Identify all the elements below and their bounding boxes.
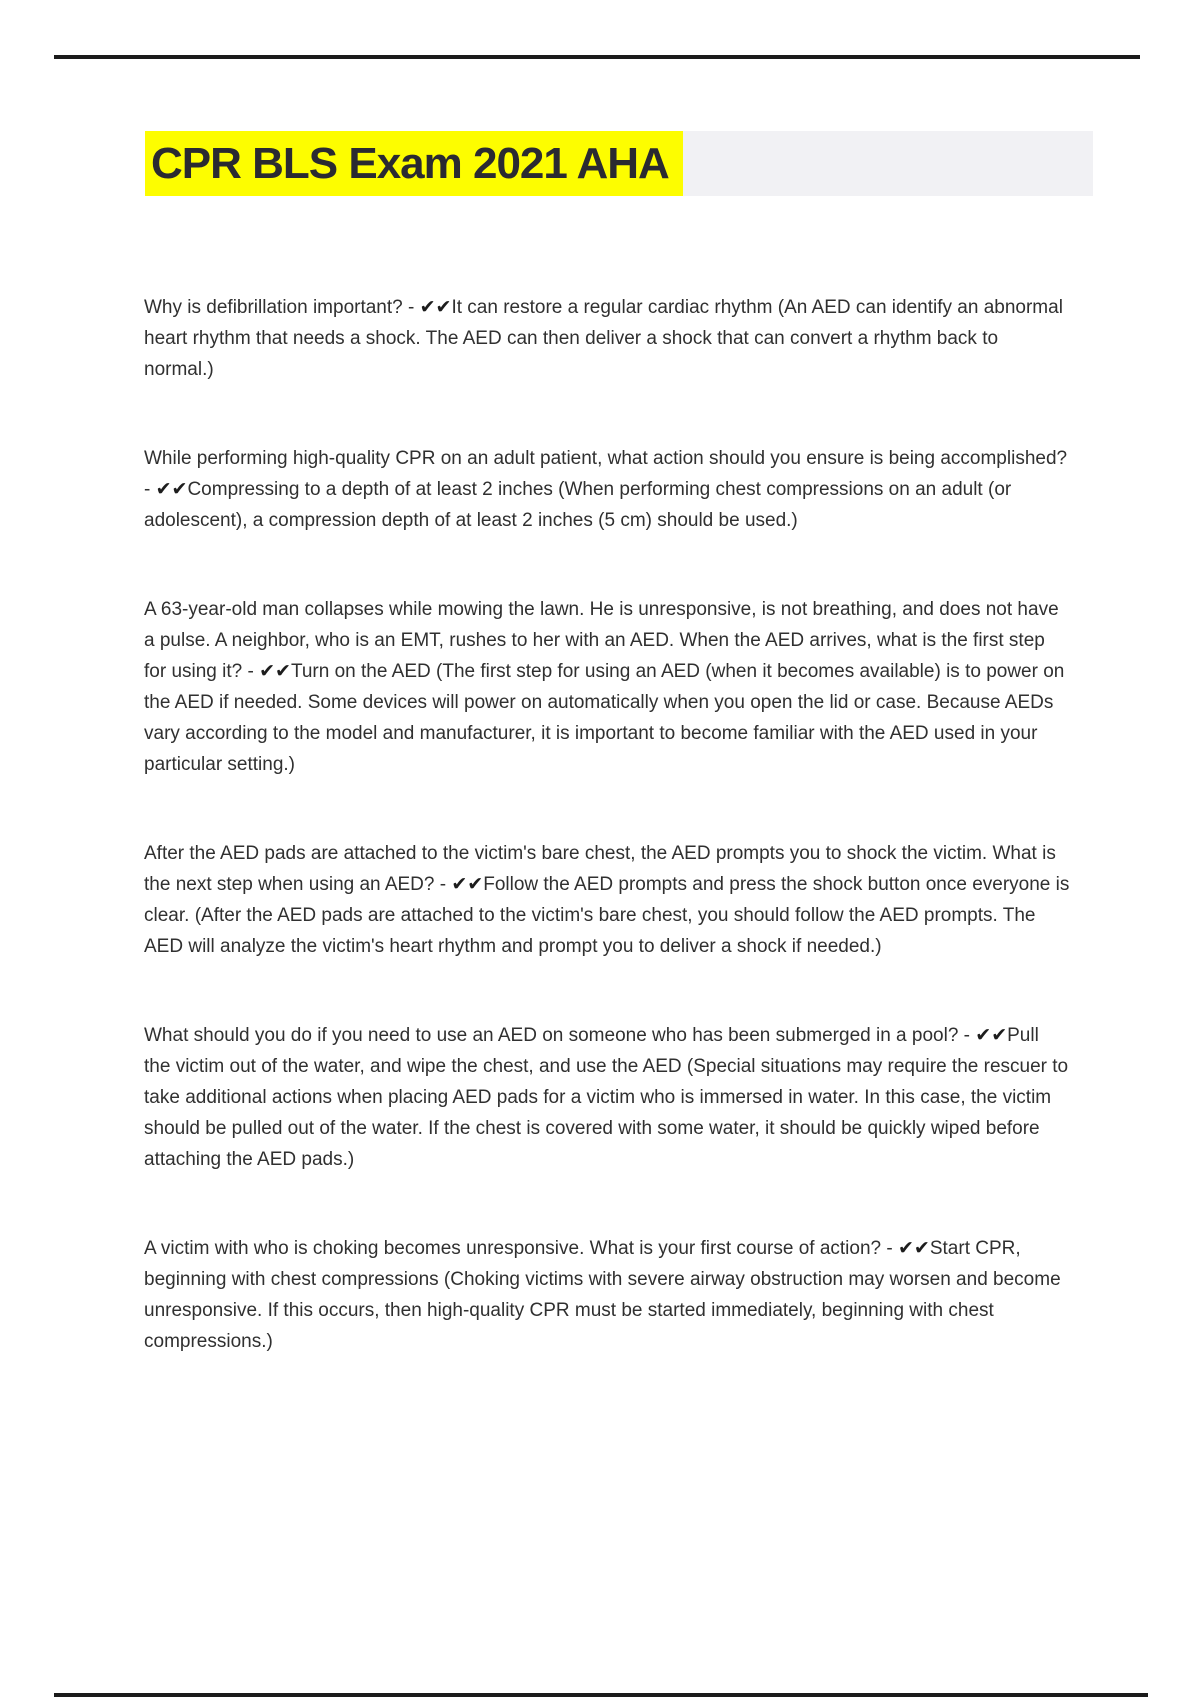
question-text: A victim with who is choking becomes unresponsive. What is your first course of action? xyxy=(144,1238,882,1259)
bottom-rule xyxy=(54,1693,1148,1697)
answer-text: Start CPR, beginning with chest compressions (Choking victims with severe airway obstruction may worsen and become unresponsive. If this occurs, then high-quality CPR must be started immediately, beginning with chest compressions.) xyxy=(144,1238,1061,1352)
qa-item xyxy=(144,594,1070,780)
answer-text: Pull the victim out of the water, and wipe the chest, and use the AED (Special situations may require the rescuer to take additional actions when placing AED pads for a victim who is immersed in water. In this case, the victim should be pulled out of the water. If the chest is covered with some water, it should be quickly wiped before attaching the AED pads.) xyxy=(144,1025,1069,1170)
top-rule xyxy=(54,55,1140,59)
answer-separator: - xyxy=(402,297,420,318)
double-checkmark-icon: ✔✔ xyxy=(419,297,452,318)
title-band xyxy=(145,131,1093,196)
answer-separator: - xyxy=(434,874,452,895)
qa-item xyxy=(144,1233,1070,1357)
question-text: A 63-year-old man collapses while mowing the lawn. He is unresponsive, is not breathing, and does not have a pulse. A neighbor, who is an EMT, rushes to her with an AED. When the AED arrives, what is the first step for using it? xyxy=(144,599,1059,682)
page-title: CPR BLS Exam 2021 AHA xyxy=(145,131,683,196)
qa-item xyxy=(144,1020,1070,1175)
answer-separator: - xyxy=(881,1238,898,1259)
qa-item xyxy=(144,838,1070,962)
double-checkmark-icon: ✔✔ xyxy=(451,874,484,895)
answer-separator: - xyxy=(144,479,156,500)
qa-item xyxy=(144,292,1070,385)
answer-text: It can restore a regular cardiac rhythm (An AED can identify an abnormal heart rhythm that needs a shock. The AED can then deliver a shock that can convert a rhythm back to normal.) xyxy=(144,297,1063,380)
question-text: After the AED pads are attached to the victim's bare chest, the AED prompts you to shock the victim. What is the next step when using an AED? xyxy=(144,843,1056,895)
double-checkmark-icon: ✔✔ xyxy=(155,479,188,500)
answer-text: Follow the AED prompts and press the shock button once everyone is clear. (After the AED pads are attached to the victim's bare chest, you should follow the AED prompts. The AED will analyze the victim's heart rhythm and prompt you to deliver a shock if needed.) xyxy=(144,874,1070,957)
answer-separator: - xyxy=(958,1025,976,1046)
question-text: While performing high-quality CPR on an adult patient, what action should you ensure is being accomplished? xyxy=(144,448,1068,469)
double-checkmark-icon: ✔✔ xyxy=(259,661,291,682)
double-checkmark-icon: ✔✔ xyxy=(898,1238,930,1259)
qa-item xyxy=(144,443,1070,536)
answer-text: Turn on the AED (The first step for using an AED (when it becomes available) is to power on the AED if needed. Some devices will power on automatically when you open the lid or case. Because AEDs vary according to the model and manufacturer, it is important to become familiar with the AED used in your particular setting.) xyxy=(144,661,1065,775)
question-text: What should you do if you need to use an AED on someone who has been submerged in a pool? xyxy=(144,1025,959,1046)
answer-text: Compressing to a depth of at least 2 inches (When performing chest compressions on an adult (or adolescent), a compression depth of at least 2 inches (5 cm) should be used.) xyxy=(144,479,1012,531)
answer-separator: - xyxy=(242,661,260,682)
question-text: Why is defibrillation important? xyxy=(144,297,403,318)
qa-list xyxy=(144,292,1070,1415)
double-checkmark-icon: ✔✔ xyxy=(975,1025,1008,1046)
